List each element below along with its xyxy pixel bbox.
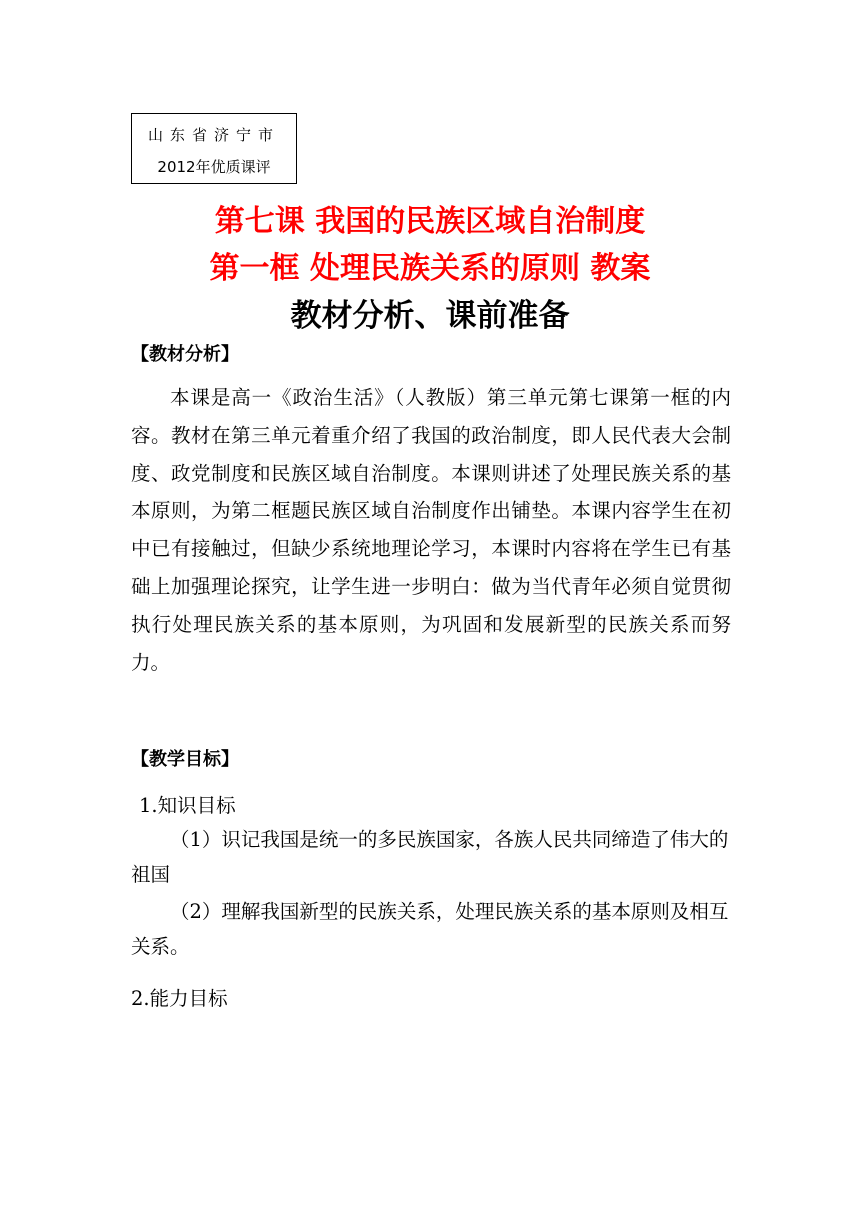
page-subtitle: 教材分析、课前准备	[290, 298, 570, 334]
lesson-title: 第七课 我国的民族区域自治制度	[214, 204, 646, 239]
analysis-heading: 【教材分析】	[131, 344, 239, 365]
knowledge-goal-item-2: （2）理解我国新型的民族关系，处理民族关系的基本原则及相互关系。	[131, 900, 729, 958]
region-stamp-box	[131, 113, 297, 184]
knowledge-goal-title: 1.知识目标	[139, 794, 236, 817]
ability-goal-title: 2.能力目标	[131, 987, 228, 1010]
knowledge-goal-item-1: （1）识记我国是统一的多民族国家，各族人民共同缔造了伟大的祖国	[131, 828, 729, 886]
goals-heading: 【教学目标】	[131, 749, 239, 770]
stamp-competition: 2012年优质课评	[157, 158, 271, 176]
analysis-paragraph: 本课是高一《政治生活》（人教版）第三单元第七课第一框的内容。教材在第三单元着重介绍了我国的政治制度，即人民代表大会制度、政党制度和民族区域自治制度。本课则讲述了处理民族关系的基本原则，为第二框题民族区域自治制度作出铺垫。本课内容学生在初中已有接触过，但缺少系统地理论学习，本课时内容将在学生已有基础上加强理论探究，让学生进一步明白：做为当代青年必须自觉贯彻执行处理民族关系的基本原则，为巩固和发展新型的民族关系而努力。	[131, 386, 731, 674]
section-title: 第一框 处理民族关系的原则 教案	[209, 251, 651, 286]
stamp-region: 山东省济宁市	[147, 126, 280, 144]
